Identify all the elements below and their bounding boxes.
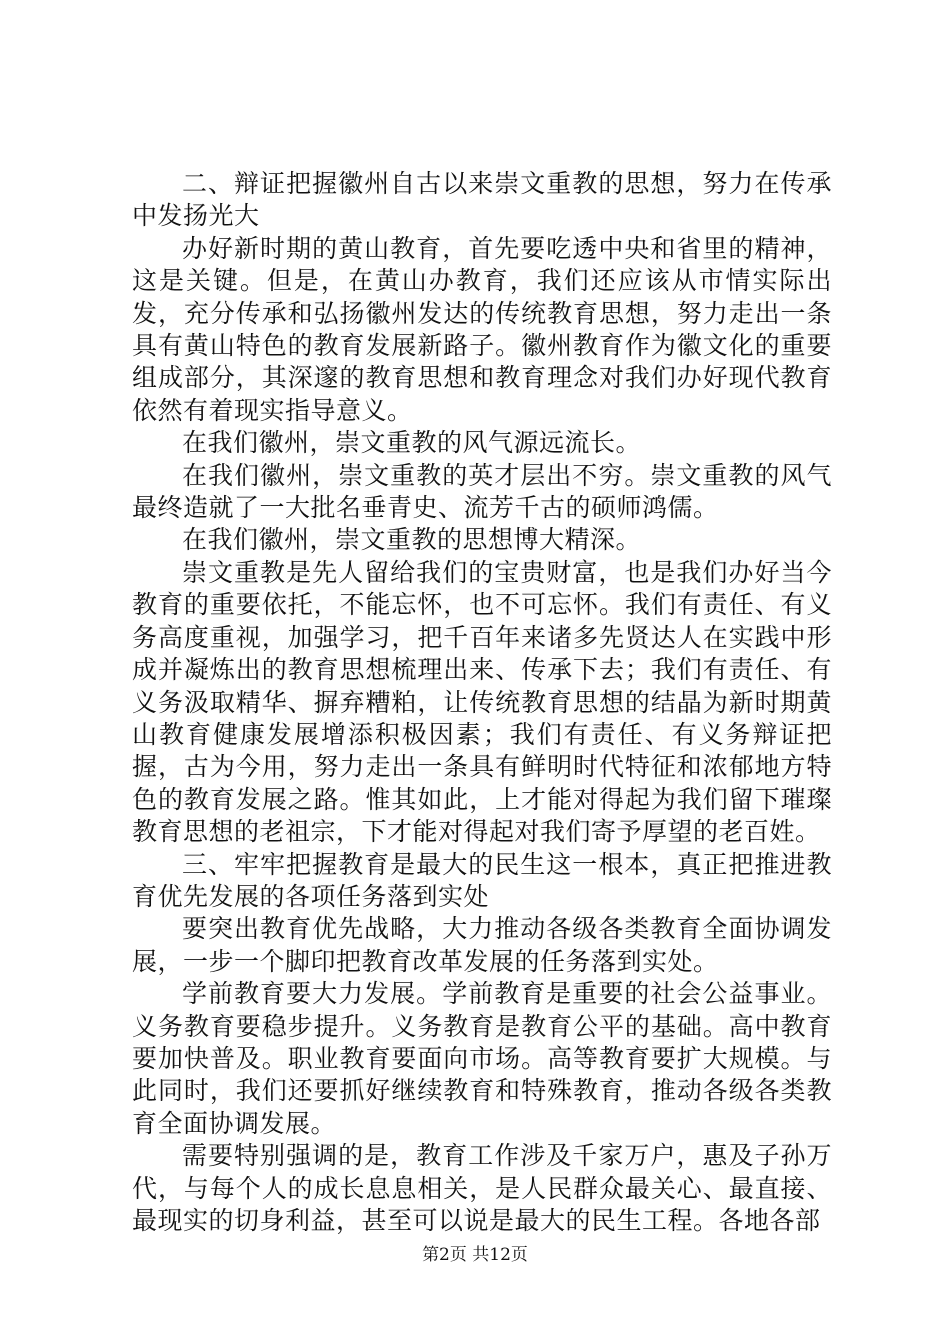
body-paragraph: 在我们徽州，崇文重教的思想博大精深。	[182, 525, 642, 555]
body-paragraph: 需要特别强调的是，教育工作涉及千家万户，惠及子孙万代，与每个人的成长息息相关，是人民群众最关心、最直接、最现实的切身利益，甚至可以说是最大的民生工程。各地各部	[132, 1141, 832, 1235]
document-body	[132, 168, 832, 1237]
section-heading-3: 三、牢牢把握教育是最大的民生这一根本，真正把推进教育优先发展的各项任务落到实处	[132, 849, 832, 911]
body-paragraph: 学前教育要大力发展。学前教育是重要的社会公益事业。义务教育要稳步提升。义务教育是教育公平的基础。高中教育要加快普及。职业教育要面向市场。高等教育要扩大规模。与此同时，我们还要抓好继续教育和特殊教育，推动各级各类教育全面协调发展。	[132, 979, 832, 1138]
body-paragraph: 崇文重教是先人留给我们的宝贵财富，也是我们办好当今教育的重要依托，不能忘怀，也不可忘怀。我们有责任、有义务高度重视，加强学习，把千百年来诸多先贤达人在实践中形成并凝炼出的教育思想梳理出来、传承下去；我们有责任、有义务汲取精华、摒弃糟粕，让传统教育思想的结晶为新时期黄山教育健康发展增添积极因素；我们有责任、有义务辩证把握，古为今用，努力走出一条具有鲜明时代特征和浓郁地方特色的教育发展之路。惟其如此，上才能对得起为我们留下璀璨教育思想的老祖宗，下才能对得起对我们寄予厚望的老百姓。	[132, 557, 832, 847]
page-number: 第2页 共12页	[422, 1245, 528, 1265]
page-footer	[0, 1244, 950, 1266]
body-paragraph: 办好新时期的黄山教育，首先要吃透中央和省里的精神，这是关键。但是，在黄山办教育，我们还应该从市情实际出发，充分传承和弘扬徽州发达的传统教育思想，努力走出一条具有黄山特色的教育发展新路子。徽州教育作为徽文化的重要组成部分，其深邃的教育思想和教育理念对我们办好现代教育依然有着现实指导意义。	[132, 233, 832, 425]
body-paragraph: 在我们徽州，崇文重教的英才层出不穷。崇文重教的风气最终造就了一大批名垂青史、流芳千古的硕师鸿儒。	[132, 460, 832, 523]
body-paragraph: 要突出教育优先战略，大力推动各级各类教育全面协调发展，一步一个脚印把教育改革发展的任务落到实处。	[132, 914, 832, 976]
section-heading-2: 二、辩证把握徽州自古以来崇文重教的思想，努力在传承中发扬光大	[132, 169, 832, 231]
body-paragraph: 在我们徽州，崇文重教的风气源远流长。	[182, 428, 642, 458]
